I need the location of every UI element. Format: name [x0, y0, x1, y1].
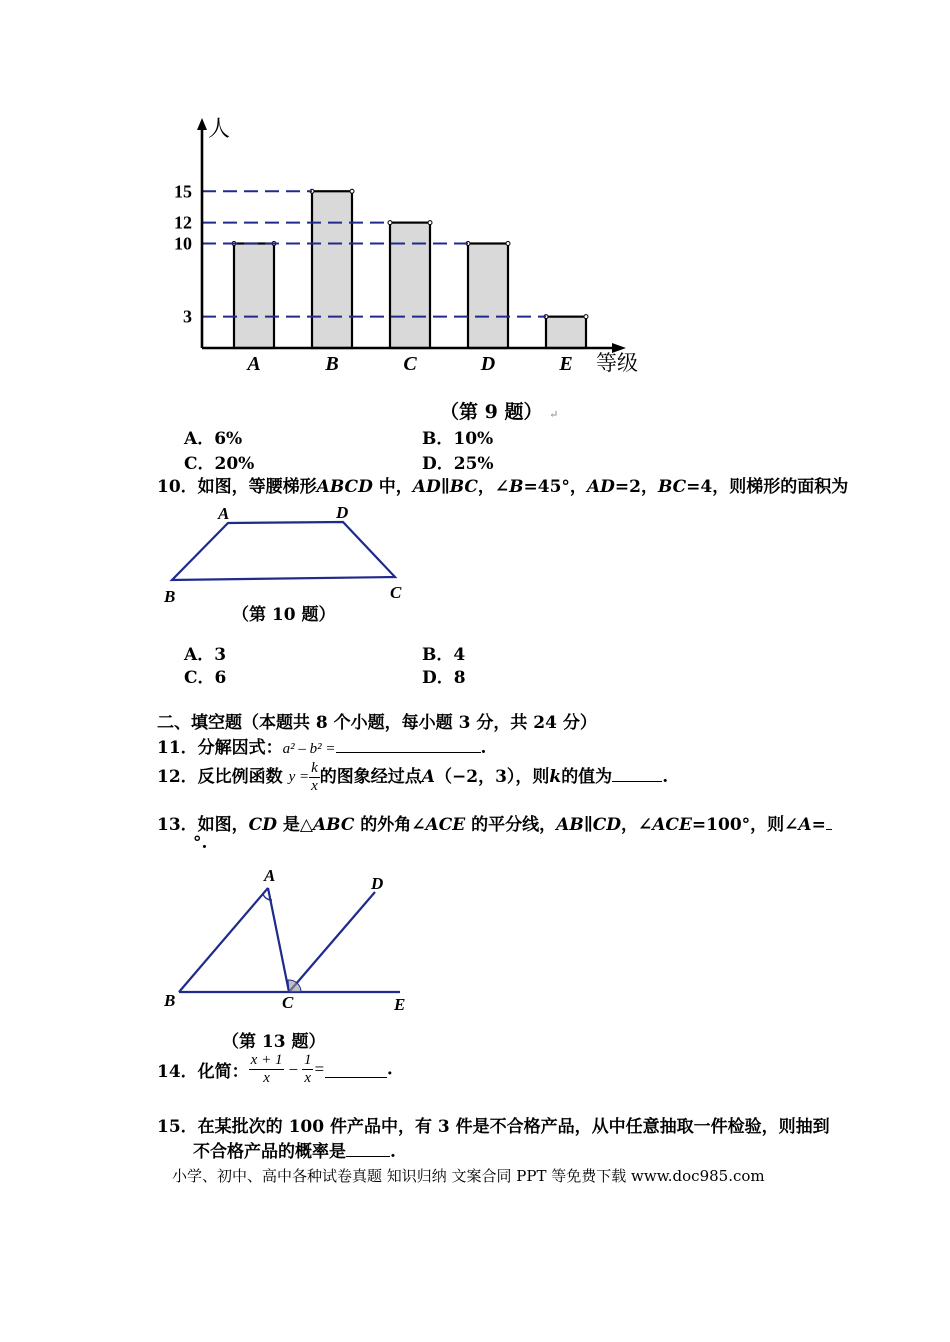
- q13-cd2: CD: [592, 815, 621, 835]
- bar-A: [234, 244, 274, 349]
- q13-caption: （第 13 题）: [222, 1032, 326, 1052]
- q13-question: [157, 810, 832, 835]
- q13-cd: CD: [248, 815, 277, 835]
- q15-number: 15．: [157, 1117, 198, 1137]
- q10-option-c: C．6: [184, 668, 227, 688]
- q13-abc: ABC: [312, 815, 355, 835]
- q12-k: k: [549, 767, 562, 787]
- q15-end: .: [390, 1142, 396, 1162]
- q10-option-d: D．8: [422, 668, 466, 688]
- q13-number: 13．: [157, 815, 198, 835]
- triangle-lines: [179, 888, 400, 992]
- bar-corner-dot: [428, 221, 432, 225]
- q14-end: .: [386, 1059, 393, 1080]
- q11-end: .: [480, 738, 487, 758]
- q13-a: A: [798, 815, 812, 835]
- q14-number: 14．: [157, 1062, 198, 1082]
- q10-eq2: =2，: [614, 477, 658, 497]
- q12-number: 12．: [157, 767, 198, 787]
- parallel-symbol: ∥: [583, 815, 593, 835]
- q14-fraction-2: [302, 1052, 314, 1087]
- q12-frac-num: k: [311, 760, 318, 776]
- x-tick-label-D: D: [480, 353, 496, 375]
- q13-ace: ACE: [425, 815, 466, 835]
- q9-bar-chart: [150, 110, 670, 385]
- label-d: D: [336, 503, 349, 522]
- q10-ad: AD: [412, 477, 441, 497]
- q11-text: 分解因式：: [197, 738, 283, 758]
- q15-question-line2: [193, 1137, 396, 1162]
- q11-number: 11．: [157, 738, 198, 758]
- q10-text: 如图，等腰梯形: [197, 477, 317, 497]
- q10-bc2: BC: [657, 477, 687, 497]
- y-tick-label-15: 15: [174, 181, 192, 202]
- q9-option-a: A．6%: [184, 429, 243, 449]
- q10-ad2: AD: [586, 477, 615, 497]
- q10-text-zhong: 中，: [372, 477, 413, 497]
- q13-t1: 如图，: [197, 815, 249, 835]
- line-cd: [289, 892, 375, 992]
- q12-point: A: [421, 767, 435, 787]
- q10-sep: ，∠: [477, 477, 510, 497]
- line-ac: [268, 888, 289, 992]
- bar-corner-dot: [388, 221, 392, 225]
- q13-t6: =100°，则∠: [691, 815, 799, 835]
- q15-line1: 在某批次的 100 件产品中，有 3 件是不合格产品，从中任意抽取一件检验，则抽到: [197, 1117, 830, 1137]
- q10-caption: （第 10 题）: [232, 605, 336, 625]
- x-tick-label-E: E: [559, 353, 573, 375]
- y-axis-title: 人: [208, 116, 231, 141]
- return-mark-icon: ↵: [549, 408, 559, 421]
- label-a: A: [264, 866, 276, 885]
- q14-f1-den: x: [263, 1070, 270, 1086]
- q14-eq: =: [313, 1059, 325, 1079]
- q9-option-c: C．20%: [184, 454, 255, 474]
- q10-question: [157, 472, 848, 497]
- q13-ace2: ACE: [652, 815, 692, 835]
- q12-fraction: [309, 760, 320, 795]
- q14-f2-num: 1: [303, 1052, 312, 1068]
- q13-t7: =: [811, 815, 826, 835]
- q14-f2-den: x: [304, 1070, 312, 1086]
- q10-angle-b: B: [509, 477, 524, 497]
- q12-text3: 的值为: [561, 767, 613, 787]
- q13-answer-blank: [826, 813, 832, 830]
- q14-f1-num: x + 1: [250, 1052, 283, 1068]
- label-c: C: [282, 993, 294, 1012]
- q14-answer-blank: [325, 1061, 387, 1078]
- bar-E: [546, 317, 586, 348]
- bar-B: [312, 191, 352, 348]
- q10-abcd: ABCD: [316, 477, 373, 497]
- q12-end: .: [662, 767, 669, 787]
- q15-question-line1: [157, 1112, 830, 1137]
- q14-text: 化简：: [197, 1062, 249, 1082]
- q10-bc: BC: [449, 477, 478, 497]
- line-ba: [179, 888, 268, 992]
- q11-answer-blank: [336, 736, 481, 753]
- parallel-symbol: ∥: [440, 477, 450, 497]
- y-tick-label-10: 10: [174, 233, 192, 254]
- q10-option-a: A．3: [184, 645, 227, 665]
- label-b: B: [164, 587, 176, 606]
- q13-t3: 的外角∠: [354, 815, 426, 835]
- q13-t2: 是△: [276, 815, 313, 835]
- q10-trapezoid-figure: [155, 498, 425, 610]
- x-tick-label-A: A: [247, 353, 261, 375]
- q12-text1: 反比例函数: [197, 767, 283, 787]
- q10-eq4: =4，则梯形的面积为: [686, 477, 849, 497]
- q12-answer-blank: [612, 765, 662, 782]
- y-tick-label-3: 3: [183, 306, 192, 327]
- q12-coords: （−2，3），则: [435, 767, 550, 787]
- x-tick-label-B: B: [325, 353, 339, 375]
- x-tick-label-C: C: [403, 353, 417, 375]
- page-footer: 小学、初中、高中各种试卷真题 知识归纳 文案合同 PPT 等免费下载 www.doc985.com: [172, 1167, 765, 1185]
- q9-option-d: D．25%: [422, 454, 494, 474]
- x-axis-title: 等级: [596, 351, 638, 375]
- q12-question: [157, 760, 668, 795]
- q10-eq45: =45°，: [523, 477, 587, 497]
- q11-expression: a² – b² =: [282, 741, 336, 757]
- q14-fraction-1: [249, 1052, 285, 1087]
- q15-answer-blank: [346, 1140, 390, 1157]
- q12-text2: 的图象经过点: [319, 767, 422, 787]
- q12-y-eq: y =: [288, 769, 310, 785]
- label-d: D: [371, 874, 384, 893]
- label-a: A: [218, 504, 230, 523]
- q15-line2: 不合格产品的概率是: [193, 1142, 346, 1162]
- q9-option-b: B．10%: [422, 429, 494, 449]
- trapezoid-shape: [172, 522, 395, 580]
- q10-number: 10．: [157, 477, 198, 497]
- bar-corner-dot: [584, 315, 588, 319]
- bar-C: [390, 223, 430, 348]
- label-b: B: [164, 991, 176, 1010]
- bar-corner-dot: [350, 189, 354, 193]
- q13-triangle-figure: [155, 862, 425, 1022]
- q13-t5: ，∠: [620, 815, 653, 835]
- q9-caption-text: （第 9 题）: [440, 401, 543, 423]
- bar-D: [468, 244, 508, 349]
- q14-question: [157, 1052, 393, 1087]
- q13-ab: AB: [556, 815, 584, 835]
- q13-line2: °.: [193, 833, 208, 853]
- label-e: E: [394, 995, 406, 1014]
- bar-corner-dot: [506, 242, 510, 246]
- section-2-heading: 二、填空题（本题共 8 个小题，每小题 3 分，共 24 分）: [157, 713, 597, 733]
- q13-t4: 的平分线，: [465, 815, 557, 835]
- y-tick-label-12: 12: [174, 212, 192, 233]
- q9-caption: [440, 397, 558, 424]
- y-axis-arrow: [197, 118, 207, 130]
- label-c: C: [390, 583, 402, 602]
- q11-question: [157, 733, 486, 758]
- q12-frac-den: x: [311, 778, 318, 794]
- q10-option-b: B．4: [422, 645, 466, 665]
- q14-minus: −: [287, 1059, 299, 1079]
